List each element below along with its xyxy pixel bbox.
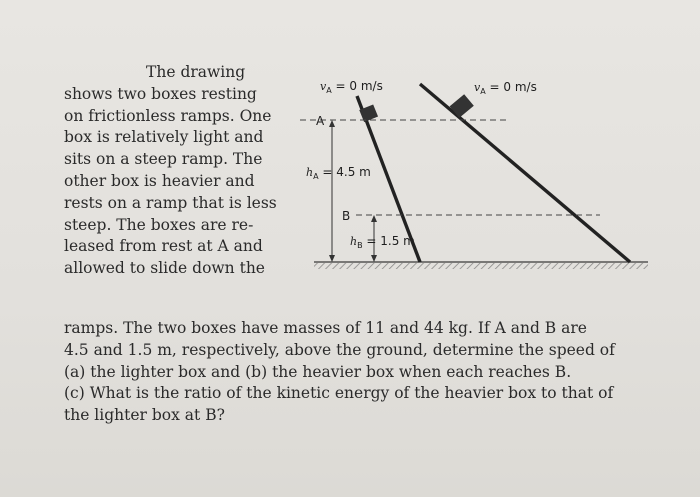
ground-hatch [314,263,648,269]
va-left-label: $v_A = 0$ m/s [320,79,383,95]
text-line-7: rests on a ramp that is less [64,193,277,212]
ha-arrow-down [329,255,335,262]
level-a-label: A [316,114,325,128]
text-line-3: on frictionless ramps. One [64,106,272,125]
text-line-4: box is relatively light and [64,128,264,147]
text-line-13: (a) the lighter box and (b) the heavier box when each reaches B. [64,362,572,381]
va-right-label: $v_A = 0$ m/s [474,80,537,96]
text-line-9: leased from rest at A and [64,237,263,256]
ha-label: $h_A = 4.5$ m [306,165,371,181]
text-line-10: allowed to slide down the [64,259,265,278]
text-line-8: steep. The boxes are re- [64,215,254,234]
word-the: The [146,63,176,81]
hb-label: $h_B = 1.5$ m [350,234,415,250]
text-line-12: 4.5 and 1.5 m, respectively, above the ground, determine the speed of [64,340,615,359]
text-line-15: the lighter box at B? [64,406,225,425]
text-line-5: sits on a steep ramp. The [64,150,263,169]
level-b-label: B [342,209,351,223]
text-line-6: other box is heavier and [64,171,255,190]
shallow-ramp [420,84,630,262]
hb-arrow-up [371,215,377,222]
text-line-11: ramps. The two boxes have masses of 11 and 44 kg. If A and B are [64,319,587,337]
hb-arrow-down [371,255,377,262]
ha-arrow-up [329,120,335,127]
word-drawing: drawing [180,63,246,81]
text-line-14: (c) What is the ratio of the kinetic energy of the heavier box to that of [64,384,614,403]
text-line-2: shows two boxes resting [64,84,257,103]
